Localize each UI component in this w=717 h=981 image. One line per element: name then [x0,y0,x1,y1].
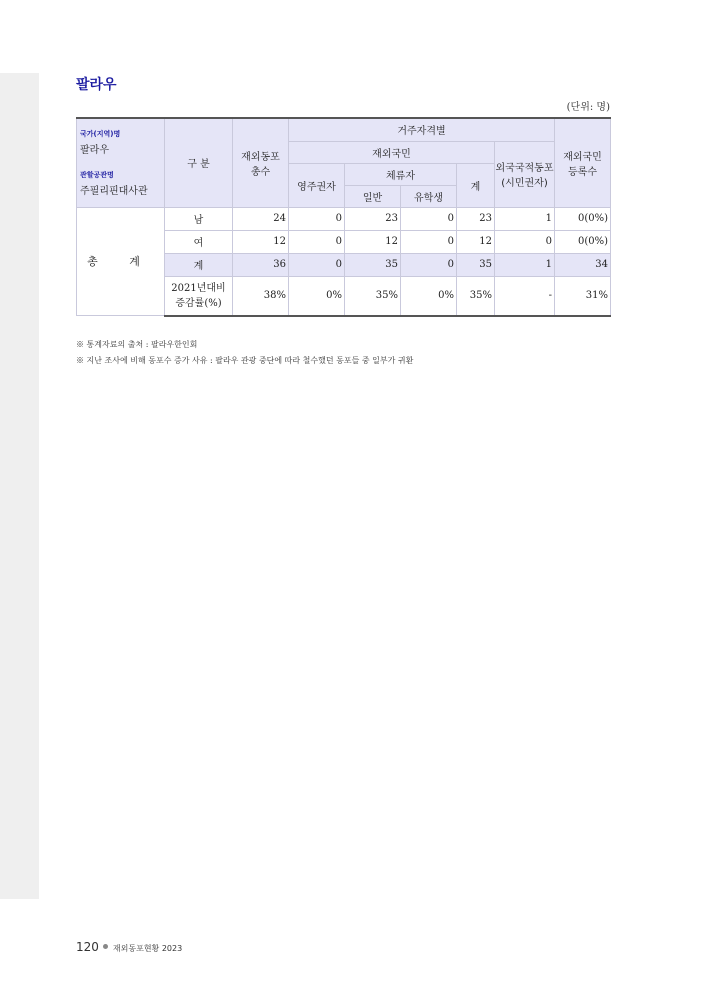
general-header: 일반 [345,185,401,207]
cell-student: 0 [401,253,457,276]
footnote-reason: ※ 지난 조사에 비해 동포수 증가 사유 : 팔라우 관광 중단에 따라 철수했던 동포들 중 일부가 귀환 [76,356,414,365]
cell-foreign: - [495,276,555,316]
footnotes [76,337,636,369]
population-table [76,117,611,317]
cell-foreign: 1 [495,253,555,276]
section-title: 팔라우 [76,77,117,93]
permanent-header: 영주권자 [289,163,345,207]
office-label: 관할공관명 [80,171,114,179]
total-overseas-line1: 재외동포 [241,151,280,163]
cell-total: 38% [233,276,289,316]
foreign-nationals-header [495,141,555,207]
cell-registered: 34 [555,253,611,276]
subtotal-header: 계 [457,163,495,207]
cell-subtotal: 35 [457,253,495,276]
table-row [77,207,611,230]
cell-general: 35 [345,253,401,276]
country-office-cell [77,118,165,207]
page-footer [76,940,182,954]
page-number: 120 [76,940,99,954]
cell-subtotal: 12 [457,230,495,253]
office-value: 주필리핀대사관 [80,186,148,197]
cell-student: 0 [401,230,457,253]
registered-line1: 재외국민 [563,151,602,163]
korean-nationals-header: 재외국민 [289,141,495,163]
sojourner-header: 체류자 [345,163,457,185]
cell-student: 0% [401,276,457,316]
cell-foreign: 0 [495,230,555,253]
cell-permanent: 0 [289,230,345,253]
cell-registered: 0(0%) [555,207,611,230]
country-value: 팔라우 [80,145,109,156]
cell-permanent: 0% [289,276,345,316]
cell-general: 35% [345,276,401,316]
cell-subtotal: 35% [457,276,495,316]
row-label: 계 [165,253,233,276]
footnote-source: ※ 통계자료의 출처 : 팔라우한인회 [76,340,198,349]
cell-total: 24 [233,207,289,230]
registered-line2: 등록수 [568,166,597,178]
row-label: 2021년대비 증감률(%) [165,276,233,316]
cell-general: 23 [345,207,401,230]
cell-permanent: 0 [289,207,345,230]
unit-note: (단위: 명) [566,102,610,113]
category-header: 구 분 [165,118,233,207]
total-overseas-line2: 총수 [250,166,271,178]
total-label: 총 계 [77,207,165,316]
cell-registered: 0(0%) [555,230,611,253]
side-margin-band [0,73,39,899]
country-label: 국가(지역)명 [80,130,121,138]
residence-status-header: 거주자격별 [289,118,555,141]
foreign-nationals-line1: 외국국적동포 [495,163,554,174]
bullet-icon [103,944,108,949]
student-header: 유학생 [401,185,457,207]
row-label: 여 [165,230,233,253]
registered-header [555,118,611,207]
cell-general: 12 [345,230,401,253]
foreign-nationals-line2: (시민권자) [501,178,548,189]
cell-total: 36 [233,253,289,276]
row-label: 남 [165,207,233,230]
book-title: 재외동포현황 2023 [112,944,183,953]
cell-subtotal: 23 [457,207,495,230]
cell-student: 0 [401,207,457,230]
cell-total: 12 [233,230,289,253]
cell-foreign: 1 [495,207,555,230]
cell-permanent: 0 [289,253,345,276]
total-overseas-header [233,118,289,207]
cell-registered: 31% [555,276,611,316]
